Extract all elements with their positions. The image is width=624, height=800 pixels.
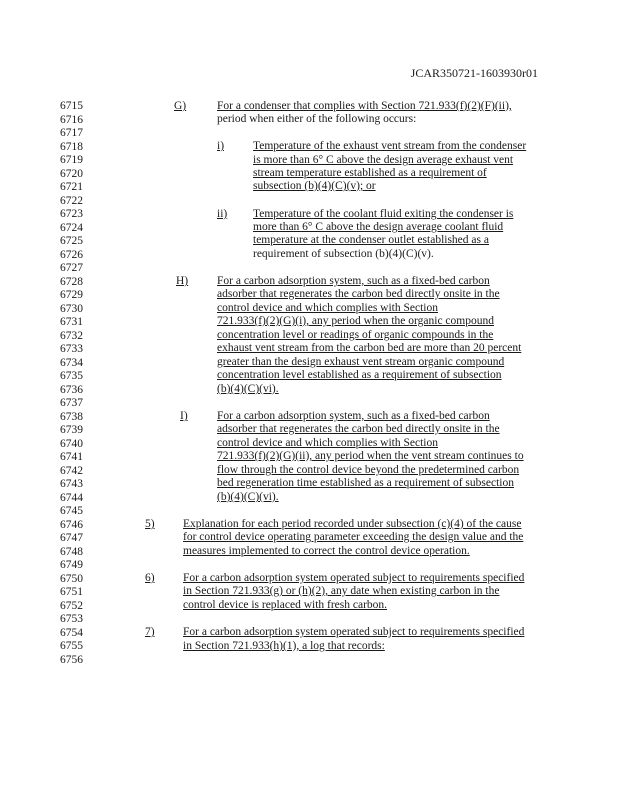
line-number: 6753: [60, 613, 83, 625]
item-6-line: control device is replaced with fresh carbon.: [183, 599, 388, 611]
item-label-6: 6): [145, 572, 155, 584]
line-number: 6715: [60, 100, 83, 112]
line-number: 6751: [60, 586, 83, 598]
line-number: 6724: [60, 221, 83, 234]
line-number: 6741: [60, 451, 83, 463]
line-number: 6734: [60, 356, 83, 369]
item-H-line: greater than the design exhaust vent stream organic compound: [217, 356, 505, 368]
line-number: 6752: [60, 599, 83, 612]
line-number: 6749: [60, 559, 83, 571]
item-label-Gi: i): [217, 140, 225, 152]
line-number: 6743: [60, 478, 83, 490]
item-label-7: 7): [145, 626, 155, 638]
line-number: 6738: [60, 410, 83, 423]
line-number: 6716: [60, 113, 83, 126]
line-number: 6733: [60, 343, 83, 355]
document-id: JCAR350721-1603930r01: [410, 66, 538, 80]
item-5-line: measures implemented to correct the control device operation.: [183, 545, 470, 557]
line-number: 6723: [60, 208, 83, 220]
item-Gii-line: Temperature of the coolant fluid exiting the condenser is: [253, 208, 514, 220]
item-I-line: adsorber that regenerates the carbon bed directly onsite in the: [217, 423, 500, 435]
item-H-line: For a carbon adsorption system, such as a fixed-bed carbon: [217, 275, 490, 287]
item-H-line: concentration level established as a requirement of subsection: [217, 369, 502, 381]
line-number: 6722: [60, 194, 83, 207]
item-5-line: for control device operating parameter exceeding the design value and the: [183, 531, 524, 543]
item-Gi-line: stream temperature established as a requirement of: [253, 167, 487, 179]
line-number: 6728: [60, 275, 83, 288]
line-number: 6720: [60, 167, 83, 180]
item-Gii-line: temperature at the condenser outlet established as a: [253, 234, 489, 246]
item-H-line: (b)(4)(C)(vi).: [217, 383, 279, 395]
item-Gii-line: more than 6° C above the design average coolant fluid: [253, 221, 504, 233]
item-H-line: exhaust vent stream from the carbon bed are more than 20 percent: [217, 342, 522, 354]
item-6-line: For a carbon adsorption system operated subject to requirements specified: [183, 572, 525, 584]
item-label-I: I): [180, 410, 188, 422]
line-number: 6719: [60, 154, 83, 166]
item-7-line: in Section 721.933(h)(1), a log that records:: [183, 640, 385, 652]
line-number: 6731: [60, 316, 83, 328]
line-number: 6735: [60, 370, 83, 382]
item-Gi-line: subsection (b)(4)(C)(v); or: [253, 180, 376, 192]
item-Gi-line: is more than 6° C above the design average exhaust vent: [253, 154, 514, 166]
item-label-H: H): [176, 275, 189, 287]
line-number: 6721: [60, 181, 83, 193]
line-number: 6730: [60, 302, 83, 315]
line-number: 6732: [60, 329, 83, 342]
item-I-line: control device and which complies with Section: [217, 437, 438, 449]
item-H-line: control device and which complies with Section: [217, 302, 438, 314]
line-number: 6718: [60, 140, 83, 153]
item-H-line: concentration level or readings of organic compounds in the: [217, 329, 494, 341]
line-number: 6748: [60, 545, 83, 558]
line-number: 6754: [60, 626, 83, 639]
line-number: 6739: [60, 424, 83, 436]
line-number: 6742: [60, 464, 83, 477]
line-number: 6740: [60, 437, 83, 450]
line-number: 6729: [60, 289, 83, 301]
line-number: 6744: [60, 491, 83, 504]
item-Gi-line: Temperature of the exhaust vent stream from the condenser: [253, 140, 527, 152]
item-I-line: flow through the control device beyond the predetermined carbon: [217, 464, 520, 476]
line-number: 6750: [60, 572, 83, 585]
item-label-Gii: ii): [217, 208, 228, 220]
line-number: 6747: [60, 532, 83, 544]
item-5-line: Explanation for each period recorded under subsection (c)(4) of the cause: [183, 518, 522, 530]
item-6-line: in Section 721.933(g) or (h)(2), any date when existing carbon in the: [183, 585, 500, 597]
item-G-line-1: For a condenser that complies with Section 721.933(f)(2)(F)(ii),: [217, 100, 512, 112]
line-number: 6746: [60, 518, 83, 531]
item-label-G: G): [174, 100, 187, 112]
line-number: 6745: [60, 505, 83, 517]
item-I-line: 721.933(f)(2)(G)(ii), any period when the vent stream continues to: [217, 450, 524, 462]
line-number: 6717: [60, 127, 83, 139]
item-G-line-2: period when either of the following occurs:: [217, 113, 417, 125]
item-7-line: For a carbon adsorption system operated subject to requirements specified: [183, 626, 525, 638]
line-number: 6727: [60, 262, 83, 274]
item-label-5: 5): [145, 518, 155, 530]
line-number: 6725: [60, 235, 83, 247]
item-I-line: For a carbon adsorption system, such as a fixed-bed carbon: [217, 410, 490, 422]
line-number: 6737: [60, 397, 83, 409]
line-number: 6755: [60, 640, 83, 652]
item-H-line: 721.933(f)(2)(G)(i), any period when the organic compound: [217, 315, 494, 327]
line-number: 6756: [60, 653, 83, 666]
item-H-line: adsorber that regenerates the carbon bed directly onsite in the: [217, 288, 500, 300]
item-I-line: (b)(4)(C)(vi).: [217, 491, 279, 503]
line-number: 6736: [60, 383, 83, 396]
item-Gii-line: requirement of subsection (b)(4)(C)(v).: [253, 248, 434, 260]
line-number: 6726: [60, 248, 83, 261]
item-I-line: bed regeneration time established as a requirement of subsection: [217, 477, 514, 489]
